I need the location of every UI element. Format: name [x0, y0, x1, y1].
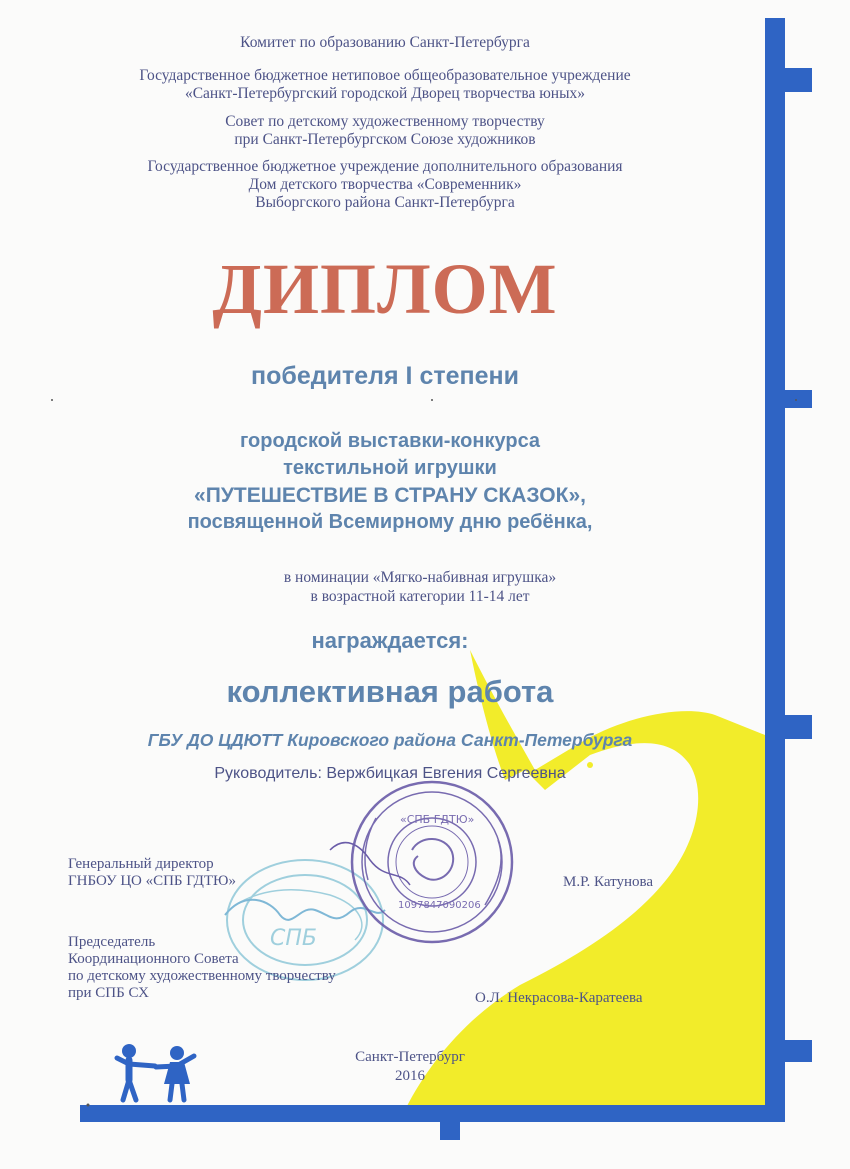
director-name: М.Р. Катунова: [563, 874, 654, 890]
organization: ГБУ ДО ЦДЮТТ Кировского района Санкт-Петербурга: [147, 730, 633, 750]
svg-text:1097847090206: 1097847090206: [398, 900, 481, 911]
header-line: Выборгского района Санкт-Петербурга: [255, 194, 515, 211]
awarded-label: награждается:: [311, 628, 469, 653]
frame-bottom-bar: [80, 1105, 785, 1122]
frame-right-bar: [765, 18, 785, 1115]
recipient: коллективная работа: [226, 674, 554, 709]
contest-line: «ПУТЕШЕСТВИЕ В СТРАНУ СКАЗОК»,: [194, 484, 586, 507]
position-line: Генеральный директор: [68, 856, 214, 872]
header-line: Комитет по образованию Санкт-Петербурга: [240, 34, 530, 51]
header-palace: [60, 67, 710, 103]
nomination-text: в номинации «Мягко-набивная игрушка»: [283, 569, 557, 586]
svg-text:«СПБ ГДТЮ»: «СПБ ГДТЮ»: [400, 813, 475, 826]
position-line: по детскому художественному творчеству: [68, 968, 336, 984]
header-line: «Санкт-Петербургский городской Дворец творчества юных»: [184, 85, 586, 102]
diploma-title: ДИПЛОМ: [212, 249, 558, 329]
position-line: Координационного Совета: [68, 951, 239, 967]
director-position: [68, 856, 236, 890]
footer: [310, 1048, 510, 1086]
kids-logo-icon: [117, 1044, 194, 1100]
contest-line: посвященной Всемирному дню ребёнка,: [187, 511, 593, 533]
chairman-position: [68, 934, 336, 1002]
supervisor: Руководитель: Вержбицкая Евгения Сергеевна: [214, 765, 566, 782]
header-line: Государственное бюджетное учреждение дополнительного образования: [147, 158, 623, 175]
position-line: ГНБОУ ЦО «СПБ ГДТЮ»: [68, 873, 236, 889]
header-committee: [60, 34, 710, 52]
contest-line: текстильной игрушки: [283, 457, 497, 479]
footer-city: Санкт-Петербург: [355, 1049, 465, 1065]
signature-cyan: [225, 900, 385, 920]
round-stamp-icon: [352, 782, 512, 942]
contest-block: [110, 428, 670, 536]
age-category-text: в возрастной категории 11-14 лет: [310, 588, 530, 605]
position-line: при СПБ СХ: [68, 985, 149, 1001]
position-line: Председатель: [68, 934, 156, 950]
diploma-degree: победителя I степени: [251, 362, 519, 390]
header-line: Государственное бюджетное нетиповое общеобразовательное учреждение: [139, 67, 631, 84]
footer-year: 2016: [395, 1068, 425, 1084]
nomination-block: [230, 568, 610, 606]
svg-text:СПБ: СПБ: [270, 926, 317, 951]
chairman-name: О.Л. Некрасова-Каратеева: [475, 990, 643, 1006]
header-council: [60, 113, 710, 149]
contest-line: городской выставки-конкурса: [239, 430, 541, 452]
header-line: Совет по детскому художественному творчеству: [225, 113, 545, 130]
header-house: [60, 158, 710, 212]
header-line: Дом детского творчества «Современник»: [248, 176, 522, 193]
header-line: при Санкт-Петербургском Союзе художников: [234, 131, 536, 148]
